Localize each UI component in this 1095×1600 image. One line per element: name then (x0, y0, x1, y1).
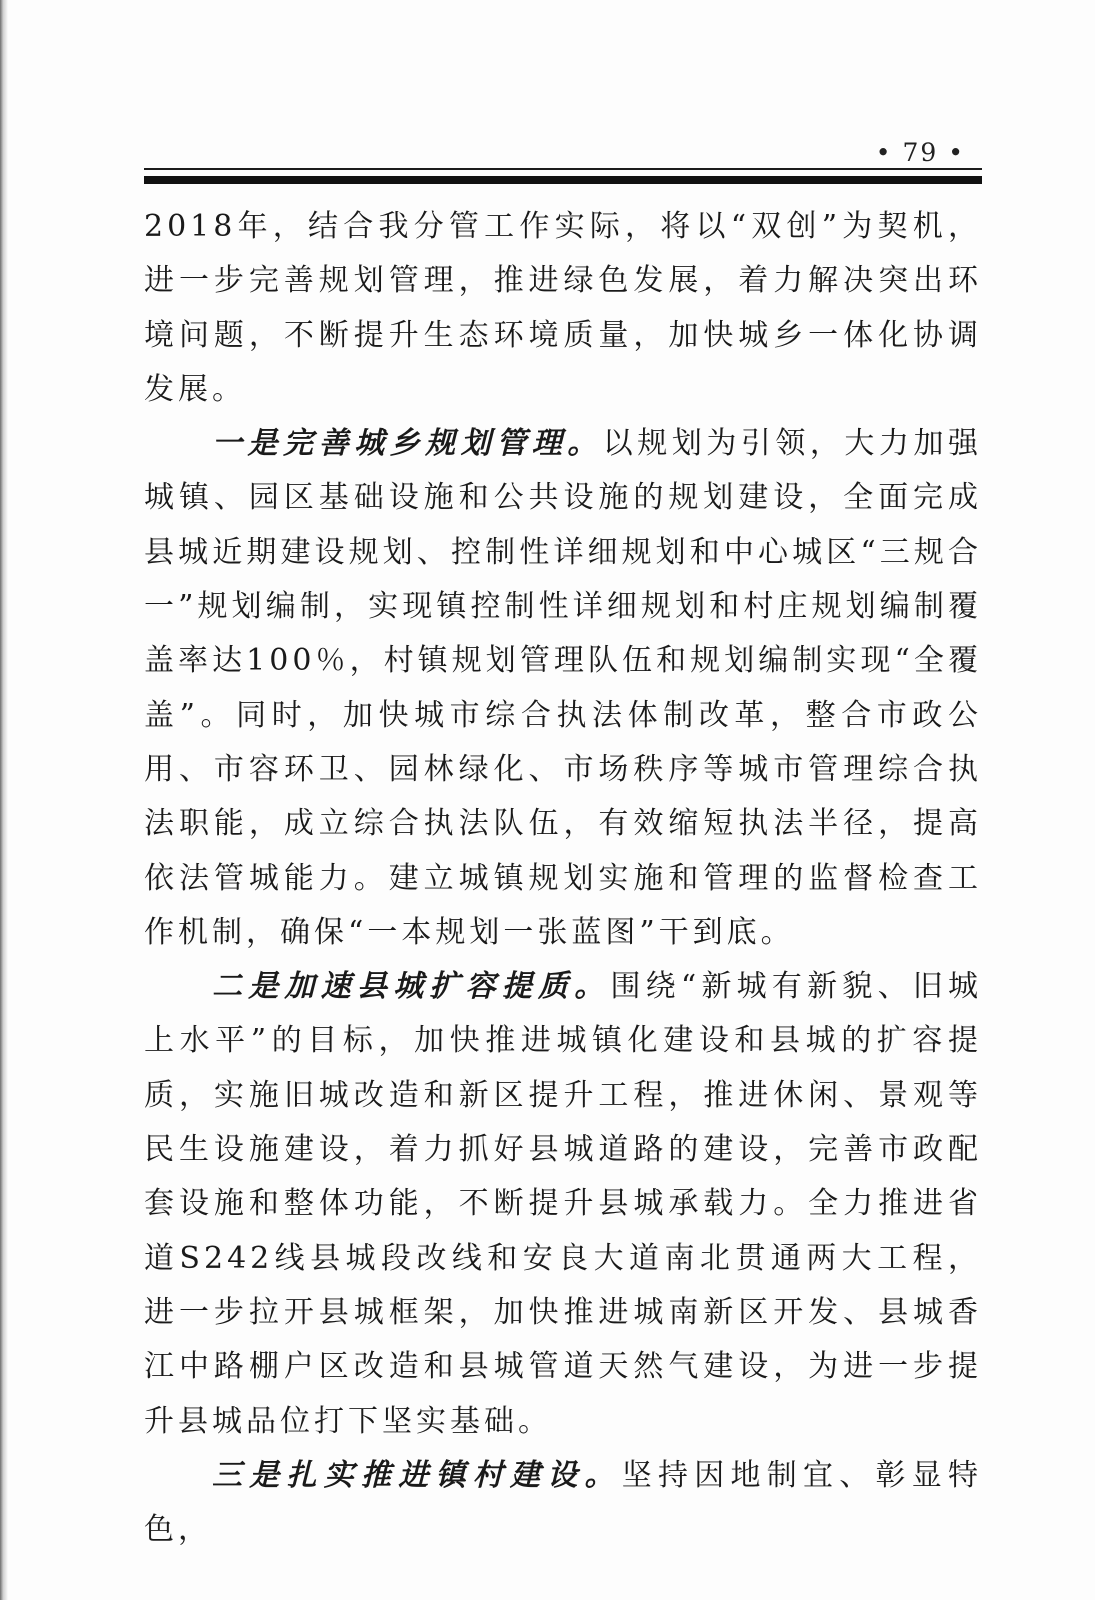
header-rule-thin (144, 168, 982, 170)
scan-edge-shadow (0, 0, 8, 1600)
paragraph-text: 以规划为引领，大力加强城镇、园区基础设施和公共设施的规划建设，全面完成县城近期建设规划、控制性详细规划和中心城区“三规合一”规划编制，实现镇控制性详细规划和村庄规划编制覆盖率达100％，村镇规划管理队伍和规划编制实现“全覆盖”。同时，加快城市综合执法体制改革，整合市政公用、市容环卫、园林绿化、市场秩序等城市管理综合执法职能，成立综合执法队伍，有效缩短执法半径，提高依法管城能力。建立城镇规划实施和管理的监督检查工作机制，确保“一本规划一张蓝图”干到底。 (144, 426, 983, 950)
header-rule-thick (144, 176, 982, 184)
body-text (144, 200, 982, 1557)
paragraph-county-expansion (144, 960, 982, 1449)
paragraph-intro (144, 200, 982, 417)
paragraph-village-construction (144, 1449, 982, 1558)
paragraph-lead: 二是加速县城扩容提质。 (212, 969, 611, 1005)
paragraph-text: 坚持因地制宜、彰显特色， (144, 1457, 982, 1548)
paragraph-planning (144, 417, 982, 960)
paragraph-lead: 三是扎实推进镇村建设。 (212, 1457, 622, 1493)
paragraph-text: 围绕“新城有新貌、旧城上水平”的目标，加快推进城镇化建设和县城的扩容提质，实施旧城改造和新区提升工程，推进休闲、景观等民生设施建设，着力抓好县城道路的建设，完善市政配套设施和整体功能，不断提升县城承载力。全力推进省道S242线县城段改线和安良大道南北贯通两大工程，进一步拉开县城框架，加快推进城南新区开发、县城香江中路棚户区改造和县城管道天然气建设，为进一步提升县城品位打下坚实基础。 (144, 969, 983, 1439)
paragraph-lead: 一是完善城乡规划管理。 (212, 426, 603, 462)
paragraph-text: 2018年，结合我分管工作实际，将以“双创”为契机，进一步完善规划管理，推进绿色发展，着力解决突出环境问题，不断提升生态环境质量，加快城乡一体化协调发展。 (144, 209, 982, 407)
page-number: • 79 • (875, 138, 965, 167)
